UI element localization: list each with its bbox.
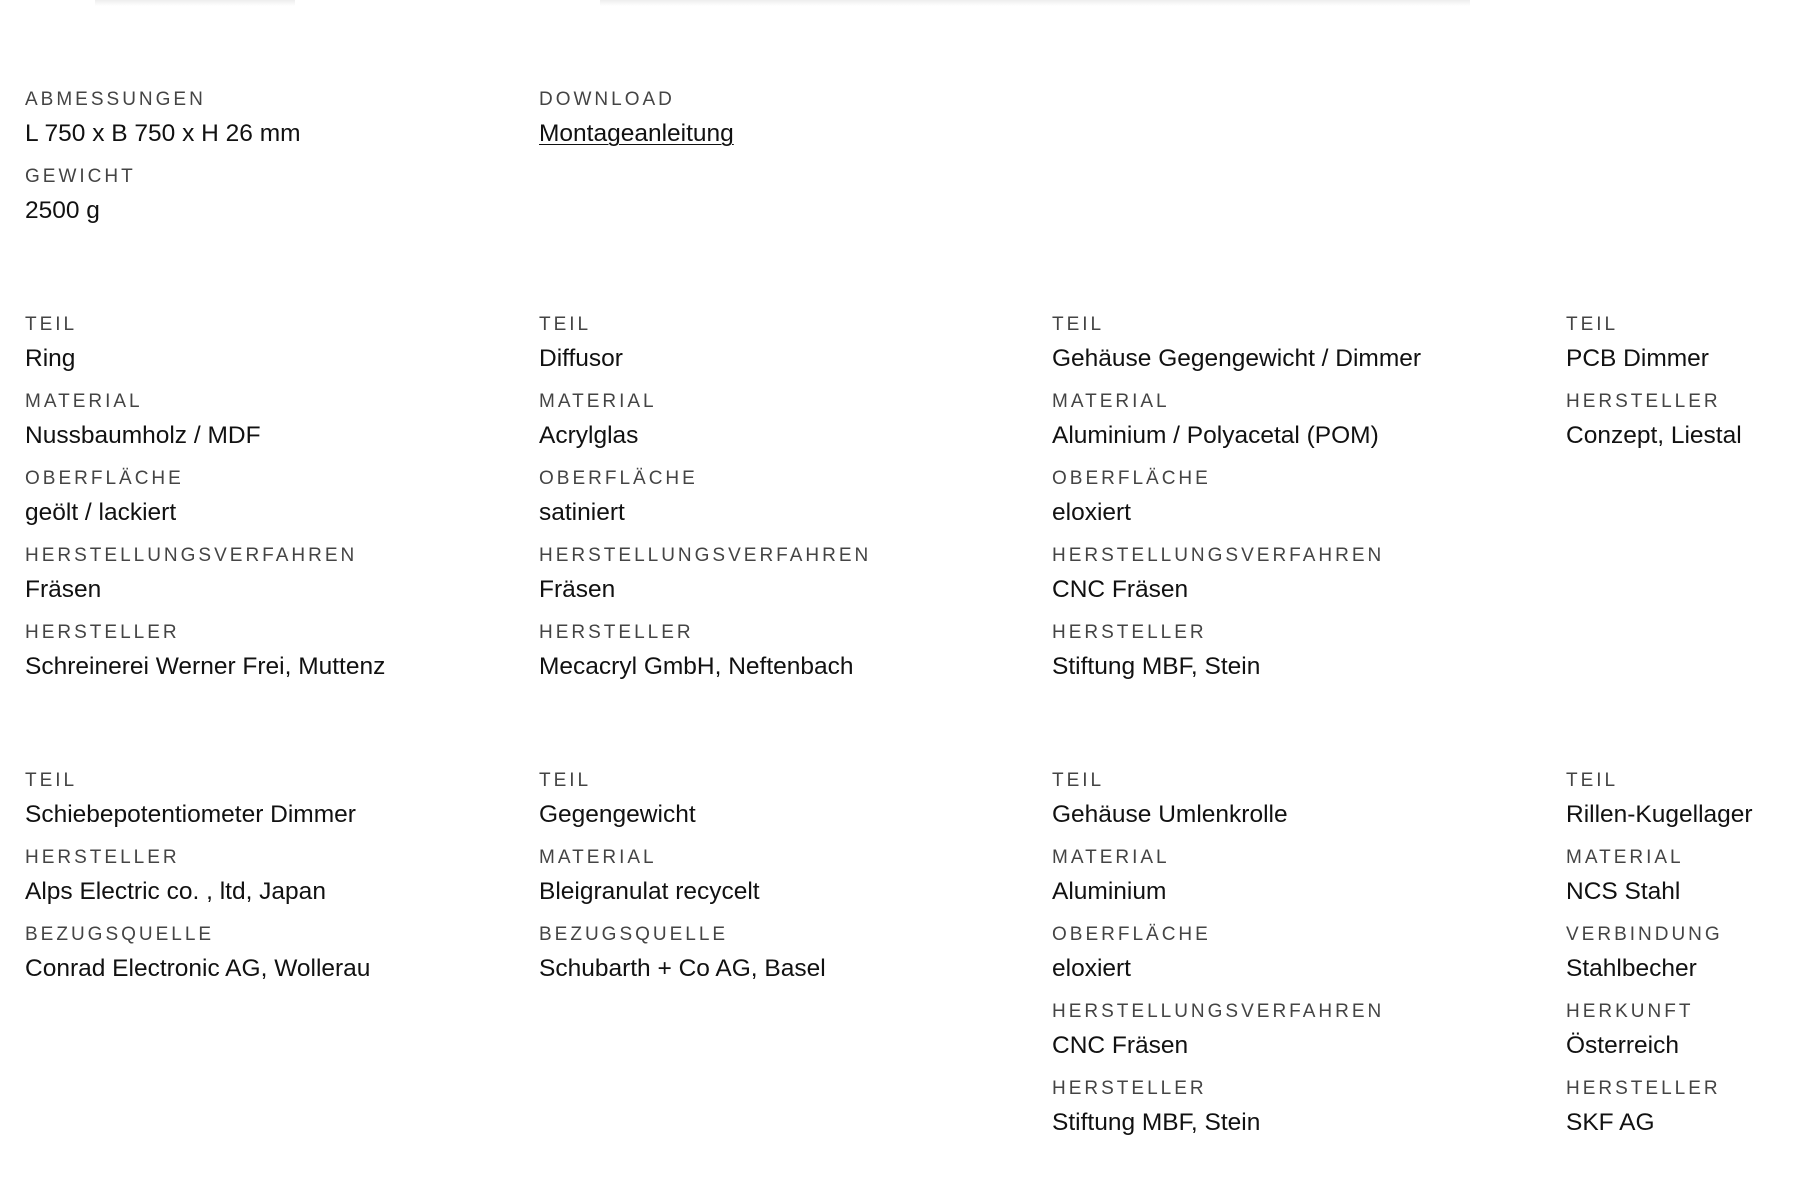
spec-label: OBERFLÄCHE	[539, 468, 698, 489]
spec-value: Stahlbecher	[1566, 955, 1697, 982]
spec-value: Schreinerei Werner Frei, Muttenz	[25, 653, 386, 680]
spec-label: TEIL	[1052, 770, 1105, 791]
spec-label: TEIL	[539, 314, 592, 335]
spec-label: OBERFLÄCHE	[25, 468, 184, 489]
spec-label: MATERIAL	[1052, 391, 1170, 412]
spec-value: PCB Dimmer	[1566, 345, 1709, 372]
spec-label: BEZUGSQUELLE	[539, 924, 729, 945]
part-card	[1052, 314, 1532, 699]
part-spec-hersteller	[1566, 391, 1796, 452]
part-spec-material	[1052, 847, 1532, 908]
spec-value: satiniert	[539, 499, 625, 526]
part-spec-material	[1566, 847, 1796, 908]
part-spec-oberfläche	[1052, 468, 1532, 529]
general-specs-column	[25, 89, 505, 243]
part-spec-hersteller	[1052, 1078, 1532, 1139]
spec-label: HERSTELLER	[539, 622, 694, 643]
spec-label: TEIL	[25, 770, 78, 791]
spec-value: Mecacryl GmbH, Neftenbach	[539, 653, 854, 680]
spec-label: HERSTELLUNGSVERFAHREN	[25, 545, 358, 566]
part-spec-herstellungsverfahren	[1052, 545, 1532, 606]
part-card	[25, 314, 505, 699]
spec-label: HERSTELLUNGSVERFAHREN	[1052, 1001, 1385, 1022]
part-spec-oberfläche	[539, 468, 1019, 529]
spec-value: 2500 g	[25, 197, 100, 224]
spec-label: MATERIAL	[1566, 847, 1684, 868]
part-spec-herkunft	[1566, 1001, 1796, 1062]
spec-label: MATERIAL	[539, 847, 657, 868]
spec-value: Acrylglas	[539, 422, 639, 449]
spec-label: HERSTELLER	[25, 622, 180, 643]
part-card	[1566, 770, 1796, 1155]
spec-value: Stiftung MBF, Stein	[1052, 653, 1261, 680]
part-spec-teil	[1052, 770, 1532, 831]
spec-label: GEWICHT	[25, 166, 136, 187]
spec-value: Aluminium / Polyacetal (POM)	[1052, 422, 1379, 449]
part-spec-teil	[25, 314, 505, 375]
spec-value: SKF AG	[1566, 1109, 1655, 1136]
part-spec-material	[539, 391, 1019, 452]
spec-label: TEIL	[539, 770, 592, 791]
spec-value: Schiebepotentiometer Dimmer	[25, 801, 356, 828]
spec-label: HERSTELLER	[25, 847, 180, 868]
spec-label: VERBINDUNG	[1566, 924, 1723, 945]
spec-value: CNC Fräsen	[1052, 576, 1189, 603]
spec-label: HERSTELLER	[1566, 1078, 1721, 1099]
part-spec-teil	[539, 314, 1019, 375]
spec-value: Schubarth + Co AG, Basel	[539, 955, 826, 982]
part-spec-teil	[1052, 314, 1532, 375]
spec-value: Conrad Electronic AG, Wollerau	[25, 955, 371, 982]
spec-value: geölt / lackiert	[25, 499, 177, 526]
part-card	[1566, 314, 1796, 468]
spec-dimensions	[25, 89, 505, 150]
spec-label: OBERFLÄCHE	[1052, 924, 1211, 945]
spec-value: NCS Stahl	[1566, 878, 1681, 905]
part-spec-herstellungsverfahren	[1052, 1001, 1532, 1062]
spec-value: eloxiert	[1052, 499, 1131, 526]
spec-label: DOWNLOAD	[539, 89, 675, 110]
part-card	[25, 770, 505, 1001]
download-column	[539, 89, 1019, 166]
part-card	[1052, 770, 1532, 1155]
part-spec-herstellungsverfahren	[25, 545, 505, 606]
part-spec-material	[1052, 391, 1532, 452]
spec-label: TEIL	[1566, 314, 1619, 335]
top-fade-left	[95, 0, 295, 6]
spec-value: Gehäuse Gegengewicht / Dimmer	[1052, 345, 1422, 372]
spec-value: Fräsen	[25, 576, 102, 603]
part-spec-oberfläche	[1052, 924, 1532, 985]
part-spec-herstellungsverfahren	[539, 545, 1019, 606]
spec-value: Nussbaumholz / MDF	[25, 422, 261, 449]
part-spec-material	[539, 847, 1019, 908]
spec-label: OBERFLÄCHE	[1052, 468, 1211, 489]
spec-label: HERSTELLUNGSVERFAHREN	[1052, 545, 1385, 566]
spec-value: Alps Electric co. , ltd, Japan	[25, 878, 326, 905]
top-fade-middle	[600, 0, 1470, 6]
part-spec-teil	[539, 770, 1019, 831]
spec-value: L 750 x B 750 x H 26 mm	[25, 120, 301, 147]
spec-label: MATERIAL	[25, 391, 143, 412]
part-card	[539, 770, 1019, 1001]
spec-value: Conzept, Liestal	[1566, 422, 1742, 449]
spec-value: Diffusor	[539, 345, 623, 372]
part-card	[539, 314, 1019, 699]
spec-value: Ring	[25, 345, 76, 372]
spec-label: TEIL	[1052, 314, 1105, 335]
spec-value: eloxiert	[1052, 955, 1131, 982]
spec-value: Rillen-Kugellager	[1566, 801, 1753, 828]
spec-value: Stiftung MBF, Stein	[1052, 1109, 1261, 1136]
spec-label: MATERIAL	[539, 391, 657, 412]
spec-label: HERSTELLER	[1566, 391, 1721, 412]
part-spec-teil	[1566, 314, 1796, 375]
part-spec-bezugsquelle	[539, 924, 1019, 985]
assembly-instructions-link[interactable]: Montageanleitung	[539, 120, 734, 147]
spec-value: Aluminium	[1052, 878, 1167, 905]
spec-label: ABMESSUNGEN	[25, 89, 206, 110]
spec-value: Gehäuse Umlenkrolle	[1052, 801, 1288, 828]
spec-value: Fräsen	[539, 576, 616, 603]
part-spec-teil	[1566, 770, 1796, 831]
spec-label: TEIL	[25, 314, 78, 335]
spec-weight	[25, 166, 505, 227]
part-spec-hersteller	[1566, 1078, 1796, 1139]
part-spec-hersteller	[25, 847, 505, 908]
part-spec-material	[25, 391, 505, 452]
spec-label: TEIL	[1566, 770, 1619, 791]
spec-value: Österreich	[1566, 1032, 1680, 1059]
part-spec-oberfläche	[25, 468, 505, 529]
spec-value: CNC Fräsen	[1052, 1032, 1189, 1059]
spec-download	[539, 89, 1019, 150]
part-spec-teil	[25, 770, 505, 831]
spec-value: Bleigranulat recycelt	[539, 878, 760, 905]
part-spec-verbindung	[1566, 924, 1796, 985]
part-spec-hersteller	[25, 622, 505, 683]
spec-label: HERSTELLER	[1052, 622, 1207, 643]
spec-label: HERKUNFT	[1566, 1001, 1694, 1022]
spec-label: HERSTELLUNGSVERFAHREN	[539, 545, 872, 566]
spec-label: BEZUGSQUELLE	[25, 924, 215, 945]
part-spec-bezugsquelle	[25, 924, 505, 985]
spec-label: HERSTELLER	[1052, 1078, 1207, 1099]
part-spec-hersteller	[539, 622, 1019, 683]
spec-value: Gegengewicht	[539, 801, 696, 828]
spec-label: MATERIAL	[1052, 847, 1170, 868]
part-spec-hersteller	[1052, 622, 1532, 683]
